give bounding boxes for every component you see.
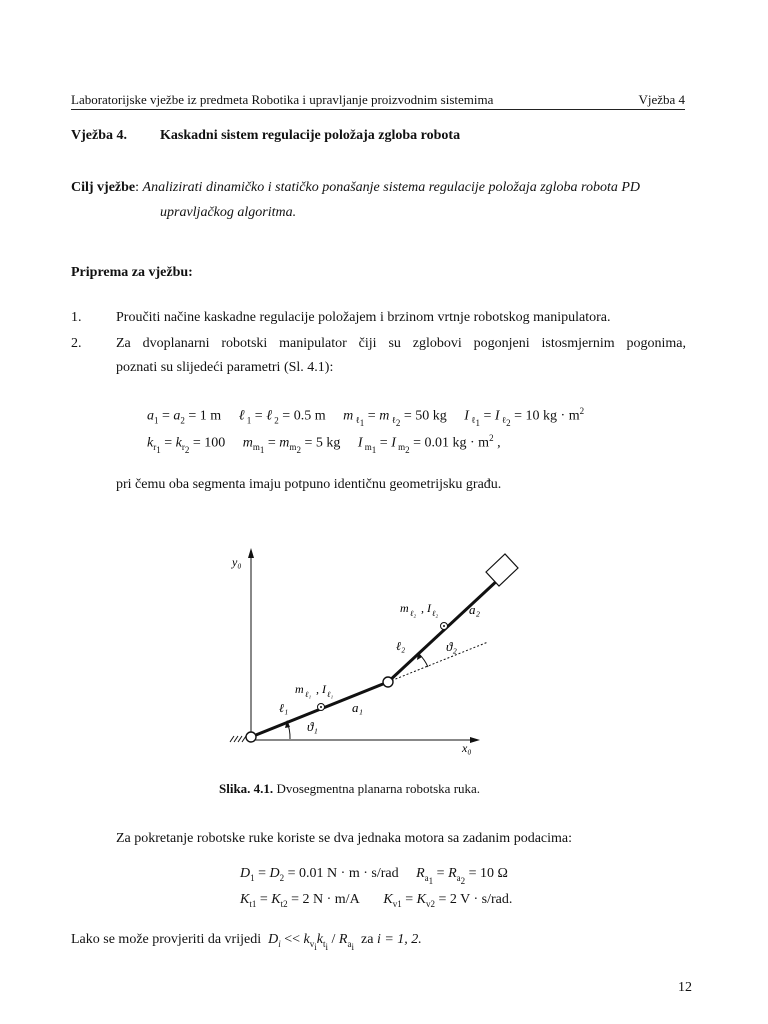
list-number-1: 1.	[71, 310, 82, 325]
outro-index: i = 1, 2.	[376, 932, 422, 947]
svg-text:m: m	[400, 601, 409, 615]
figure-caption	[219, 781, 480, 797]
l1-label: ℓ₁	[279, 701, 289, 715]
svg-text:, I: , I	[421, 601, 431, 615]
x-axis-arrow-icon	[470, 737, 480, 743]
caption-label: Slika. 4.1.	[219, 781, 274, 796]
motors-intro: Za pokretanje robotske ruke koriste se dva jednaka motora sa zadanim podacima:	[116, 831, 572, 846]
exercise-title: Kaskadni sistem regulacije položaja zgloba robota	[160, 128, 461, 143]
y0-label: y₀	[232, 555, 242, 569]
param-equation-line-2: $k_{r_1} = k_{r_2} = 100$ $m_{m_1} = m_{m_2} = 5$ kg I $_{m_1}$ = I $_{m_2}$ = 0.01 kg · $m^2$ ,	[147, 433, 501, 456]
list-text-2b: poznati su slijedeći parametri (Sl. 4.1):	[116, 360, 334, 375]
gripper-icon	[486, 554, 518, 586]
a1-label: a₁	[352, 700, 364, 715]
svg-text:, I: , I	[316, 682, 326, 696]
list-text-2a: Za dvoplanarni robotski manipulator čiji su zglobovi pogonjeni istosmjernim pogonima,	[116, 336, 686, 351]
page-number: 12	[678, 980, 692, 995]
a2-label: a₂	[469, 602, 481, 617]
motor-equation-line-2: $K_{t1} = K_{t2} = 2$ N · m/A $K_{v1} = K_{v2} = 2$ V · s/rad.	[240, 892, 513, 909]
mass-inertia-label-1	[295, 682, 333, 699]
base-joint-icon	[246, 732, 256, 742]
svg-text:m: m	[295, 682, 304, 696]
motors-outro	[71, 932, 422, 952]
l2-label: ℓ₂	[396, 639, 406, 653]
theta2-label: ϑ₂	[446, 639, 457, 654]
outro-suffix: za	[361, 932, 374, 947]
param-equation-line-1: $a_1 = a_2 = 1$ m ℓ $_1$ = ℓ $_2$ = 0.5 m m $_{\ell_1}$ = m $_{\ell_2}$ = 50 kg I $_{\ell_1}$ = I $_{\ell_2}$ = 10 kg · $m^2$	[147, 406, 585, 429]
svg-text:ℓ₁: ℓ₁	[327, 690, 334, 699]
outro-prefix: Lako se može provjeriti da vrijedi	[71, 932, 262, 947]
prep-heading: Priprema za vježbu:	[71, 265, 193, 280]
goal-text-2: upravljačkog algoritma.	[160, 205, 297, 220]
list-number-2: 2.	[71, 336, 82, 351]
goal-text-1: Analizirati dinamičko i statičko ponašanje sistema regulacije položaja zgloba robota PD	[142, 180, 641, 195]
caption-text: Dvosegmentna planarna robotska ruka.	[276, 781, 481, 796]
outro-inequality: $D_i << k_{v_i}k_{t_i} / R_{a_i}$	[268, 932, 354, 952]
list-text-1: Proučiti načine kaskadne regulacije položajem i brzinom vrtnje robotskog manipulatora.	[116, 310, 611, 325]
svg-text:ℓ₂: ℓ₂	[432, 609, 439, 618]
svg-text:ℓ₂: ℓ₂	[410, 609, 417, 618]
motor-equation-line-1: $D_1 = D_2 = 0.01$ N · m · s/rad $R_{a_1} = R_{a_2} = 10$ Ω	[240, 866, 508, 886]
exercise-number: Vježba 4.	[71, 128, 127, 143]
svg-text:ℓ₁: ℓ₁	[305, 690, 312, 699]
header-right: Vježba 4	[638, 92, 685, 107]
goal-colon: :	[135, 180, 140, 195]
after-equation-text: pri čemu oba segmenta imaju potpuno identičnu geometrijsku građu.	[116, 477, 502, 492]
elbow-joint-icon	[383, 677, 393, 687]
y-axis-arrow-icon	[248, 548, 254, 558]
mass-inertia-label-2	[400, 601, 438, 618]
ground-hatch-icon	[230, 736, 246, 742]
header-left: Laboratorijske vježbe iz predmeta Robotika i upravljanje proizvodnim sistemima	[71, 92, 494, 107]
theta1-label: ϑ₁	[307, 719, 318, 734]
goal-label: Cilj vježbe	[71, 180, 136, 195]
x0-label: x₀	[462, 741, 472, 755]
